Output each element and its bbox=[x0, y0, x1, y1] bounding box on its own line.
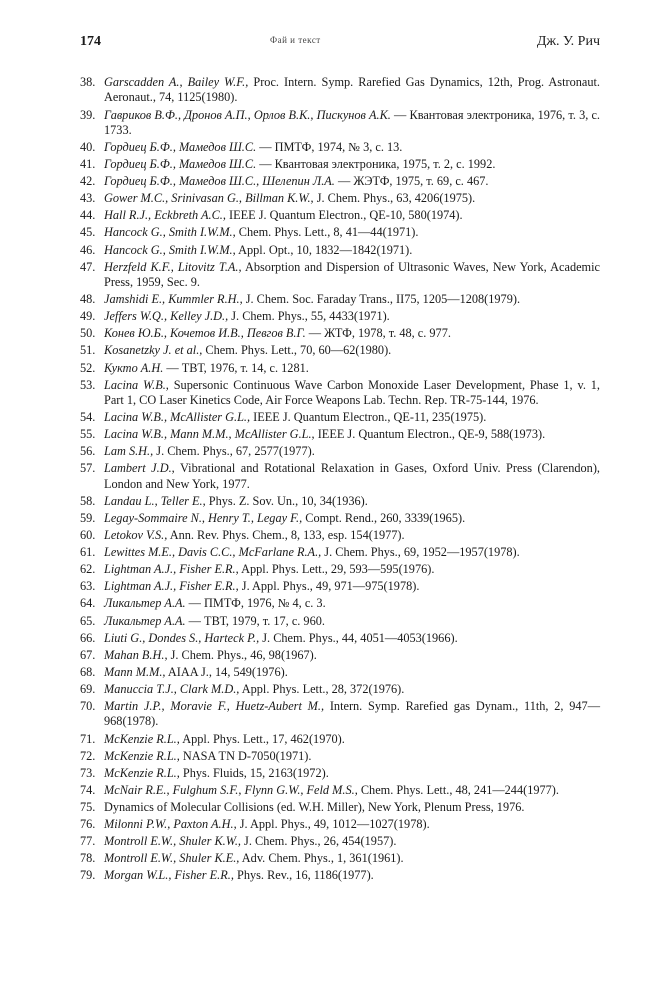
reference-item bbox=[80, 851, 600, 866]
reference-text: Appl. Phys. Lett., 29, 593—595(1976). bbox=[238, 562, 435, 577]
reference-item bbox=[80, 834, 600, 849]
reference-number: 51. bbox=[80, 343, 96, 358]
reference-authors: Garscadden A., Bailey W.F., bbox=[104, 75, 249, 89]
reference-item bbox=[80, 225, 600, 240]
reference-item bbox=[80, 410, 600, 425]
reference-authors: Martin J.P., Moravie F., Huetz-Aubert M., bbox=[104, 699, 325, 714]
reference-authors: Гордиец Б.Ф., Мамедов Ш.С., Шелепин Л.А. bbox=[104, 174, 335, 189]
reference-number: 48. bbox=[80, 292, 96, 307]
reference-item bbox=[80, 309, 600, 324]
reference-text: Absorption and Dispersion of Ultrasonic Waves, New York, Academic Press, 1959, Sec. 9. bbox=[104, 259, 600, 290]
reference-number: 59. bbox=[80, 511, 96, 525]
reference-text: Chem. Phys. Lett., 48, 241—244(1977). bbox=[357, 782, 559, 797]
reference-number: 63. bbox=[80, 579, 96, 594]
reference-number: 66. bbox=[80, 630, 96, 645]
reference-text: Phys. Fluids, 15, 2163(1972). bbox=[179, 765, 329, 780]
reference-text: Proc. Intern. Symp. Rarefied Gas Dynamics, 12th, Prog. Astronaut. Aeronaut., 74, 1125(1980). bbox=[104, 75, 600, 105]
reference-item bbox=[80, 260, 600, 291]
reference-authors: Liuti G., Dondes S., Harteck P., bbox=[104, 630, 260, 645]
reference-authors: Ликальтер А.А. bbox=[104, 613, 186, 628]
reference-text: Supersonic Continuous Wave Carbon Monoxide Laser Development, Phase 1, v. 1, Part 1, CO Laser Kinetics Code, Air Force Weapons Lab. Techn. Rep. TR-75-144, 1976. bbox=[104, 377, 600, 408]
reference-text: Ann. Rev. Phys. Chem., 8, 133, esp. 154(1977). bbox=[167, 528, 405, 543]
reference-authors: Конев Ю.Б., Кочетов И.В., Певгов В.Г. bbox=[104, 326, 306, 341]
reference-number: 50. bbox=[80, 326, 96, 341]
reference-number: 53. bbox=[80, 377, 96, 392]
reference-item bbox=[80, 614, 600, 629]
reference-text: Appl. Opt., 10, 1832—1842(1971). bbox=[235, 242, 413, 257]
reference-item bbox=[80, 157, 600, 172]
reference-item bbox=[80, 75, 600, 106]
reference-text: — ПМТФ, 1976, № 4, с. 3. bbox=[185, 596, 326, 611]
reference-item bbox=[80, 562, 600, 577]
page-number: 174 bbox=[80, 34, 101, 49]
reference-text: AIAA J., 14, 549(1976). bbox=[165, 664, 288, 679]
reference-text: J. Chem. Phys., 55, 4433(1971). bbox=[228, 309, 390, 324]
reference-authors: Kosanetzky J. et al., bbox=[104, 343, 203, 358]
reference-number: 55. bbox=[80, 427, 96, 442]
reference-text: Phys. Z. Sov. Un., 10, 34(1936). bbox=[205, 493, 368, 508]
reference-number: 46. bbox=[80, 242, 96, 257]
reference-number: 61. bbox=[80, 545, 96, 560]
reference-text: J. Chem. Phys., 26, 454(1957). bbox=[240, 834, 397, 849]
reference-number: 49. bbox=[80, 309, 96, 324]
reference-text: Vibrational and Rotational Relaxation in Gases, Oxford Univ. Press (Clarendon), London and New York, 1977. bbox=[104, 461, 600, 491]
reference-authors: Mahan B.H., bbox=[104, 647, 168, 662]
reference-item bbox=[80, 361, 600, 376]
reference-item bbox=[80, 783, 600, 798]
reference-number: 74. bbox=[80, 782, 96, 797]
reference-item bbox=[80, 817, 600, 832]
reference-number: 58. bbox=[80, 493, 96, 508]
reference-number: 43. bbox=[80, 191, 96, 206]
reference-text: Chem. Phys. Lett., 8, 41—44(1971). bbox=[235, 225, 419, 240]
reference-number: 76. bbox=[80, 817, 96, 831]
reference-text: J. Chem. Phys., 69, 1952—1957(1978). bbox=[321, 545, 520, 560]
reference-item bbox=[80, 174, 600, 189]
reference-text: J. Appl. Phys., 49, 1012—1027(1978). bbox=[236, 817, 430, 831]
reference-text: IEEE J. Quantum Electron., QE-10, 580(1974). bbox=[225, 208, 463, 223]
reference-authors: Lacina W.B., bbox=[104, 377, 169, 392]
reference-item bbox=[80, 682, 600, 697]
reference-list bbox=[80, 75, 600, 885]
reference-number: 71. bbox=[80, 731, 96, 746]
reference-authors: Hall R.J., Eckbreth A.C., bbox=[104, 208, 226, 223]
reference-authors: Lacina W.B., McAllister G.L., bbox=[104, 410, 251, 425]
reference-item bbox=[80, 511, 600, 526]
reference-item bbox=[80, 292, 600, 307]
reference-authors: Гавриков В.Ф., Дронов А.П., Орлов В.К., Пискунов А.К. bbox=[104, 107, 391, 122]
reference-text: J. Chem. Phys., 46, 98(1967). bbox=[167, 647, 317, 662]
reference-item bbox=[80, 665, 600, 680]
reference-number: 79. bbox=[80, 868, 96, 883]
reference-item bbox=[80, 208, 600, 223]
reference-authors: Morgan W.L., Fisher E.R., bbox=[104, 868, 234, 883]
reference-item bbox=[80, 699, 600, 730]
reference-text: Chem. Phys. Lett., 70, 60—62(1980). bbox=[202, 343, 392, 358]
reference-number: 68. bbox=[80, 664, 96, 679]
reference-text: J. Appl. Phys., 49, 971—975(1978). bbox=[238, 579, 420, 594]
reference-authors: McKenzie R.L., bbox=[104, 748, 180, 763]
reference-authors: Montroll E.W., Shuler K.W., bbox=[104, 834, 241, 849]
reference-authors: Гордиец Б.Ф., Мамедов Ш.С. bbox=[104, 157, 257, 172]
reference-text: — Квантовая электроника, 1975, т. 2, с. 1992. bbox=[256, 157, 496, 172]
reference-item bbox=[80, 444, 600, 459]
page-header bbox=[80, 34, 600, 54]
reference-number: 78. bbox=[80, 851, 96, 866]
reference-authors: Lightman A.J., Fisher E.R., bbox=[104, 562, 239, 577]
reference-number: 45. bbox=[80, 225, 96, 240]
reference-text: — ЖТФ, 1978, т. 48, с. 977. bbox=[305, 326, 451, 341]
reference-item bbox=[80, 140, 600, 155]
reference-number: 47. bbox=[80, 259, 96, 274]
reference-authors: Lightman A.J., Fisher E.R., bbox=[104, 579, 239, 594]
reference-authors: Lewittes M.E., Davis C.C., McFarlane R.A., bbox=[104, 545, 322, 560]
reference-number: 75. bbox=[80, 799, 96, 814]
reference-text: J. Chem. Phys., 67, 2577(1977). bbox=[153, 444, 315, 459]
reference-authors: Milonni P.W., Paxton A.H., bbox=[104, 817, 237, 831]
reference-item bbox=[80, 108, 600, 139]
reference-item bbox=[80, 343, 600, 358]
reference-number: 44. bbox=[80, 208, 96, 223]
reference-text: — ТВТ, 1979, т. 17, с. 960. bbox=[185, 613, 325, 628]
reference-text: Dynamics of Molecular Collisions (ed. W.H. Miller), New York, Plenum Press, 1976. bbox=[104, 799, 525, 814]
reference-item bbox=[80, 648, 600, 663]
reference-text: Intern. Symp. Rarefied gas Dynam., 11th, 2, 947—968(1978). bbox=[104, 699, 601, 729]
reference-authors: Lacina W.B., Mann M.M., McAllister G.L., bbox=[104, 427, 315, 442]
reference-item bbox=[80, 766, 600, 781]
reference-authors: Herzfeld K.F., Litovitz T.A., bbox=[104, 259, 242, 274]
reference-item bbox=[80, 749, 600, 764]
reference-authors: Legay-Sommaire N., Henry T., Legay F., bbox=[104, 511, 303, 525]
reference-item bbox=[80, 461, 600, 492]
reference-number: 42. bbox=[80, 174, 96, 189]
reference-authors: Гордиец Б.Ф., Мамедов Ш.С. bbox=[104, 140, 257, 154]
reference-number: 41. bbox=[80, 157, 96, 172]
reference-number: 52. bbox=[80, 360, 96, 375]
reference-number: 38. bbox=[80, 75, 96, 89]
reference-text: Phys. Rev., 16, 1186(1977). bbox=[233, 868, 374, 883]
reference-number: 56. bbox=[80, 444, 96, 459]
reference-item bbox=[80, 579, 600, 594]
reference-item bbox=[80, 494, 600, 509]
reference-number: 39. bbox=[80, 107, 96, 122]
reference-number: 57. bbox=[80, 461, 96, 476]
reference-text: — ЖЭТФ, 1975, т. 69, с. 467. bbox=[334, 174, 489, 189]
reference-text: NASA TN D-7050(1971). bbox=[179, 748, 312, 763]
reference-item bbox=[80, 528, 600, 543]
reference-number: 67. bbox=[80, 647, 96, 662]
reference-text: J. Chem. Phys., 44, 4051—4053(1966). bbox=[259, 630, 458, 645]
reference-text: — ТВТ, 1976, т. 14, с. 1281. bbox=[163, 360, 309, 375]
reference-text: IEEE J. Quantum Electron., QE-11, 235(1975). bbox=[250, 410, 487, 425]
reference-item bbox=[80, 191, 600, 206]
reference-text: — Квантовая электроника, 1976, т. 3, с. 1733. bbox=[104, 107, 600, 137]
reference-authors: Jeffers W.Q., Kelley J.D., bbox=[104, 309, 229, 324]
reference-authors: Ликальтер А.А. bbox=[104, 596, 186, 611]
reference-item bbox=[80, 868, 600, 883]
reference-text: Compt. Rend., 260, 3339(1965). bbox=[302, 511, 466, 525]
reference-item bbox=[80, 631, 600, 646]
reference-item bbox=[80, 545, 600, 560]
reference-number: 64. bbox=[80, 596, 96, 611]
reference-item bbox=[80, 732, 600, 747]
reference-text: Adv. Chem. Phys., 1, 361(1961). bbox=[239, 851, 404, 866]
reference-item bbox=[80, 800, 600, 815]
reference-authors: Hancock G., Smith I.W.M., bbox=[104, 242, 236, 257]
running-title: Фай и текст bbox=[270, 35, 321, 45]
reference-authors: Letokov V.S., bbox=[104, 528, 168, 543]
reference-authors: McKenzie R.L., bbox=[104, 765, 180, 780]
reference-number: 69. bbox=[80, 681, 96, 696]
reference-text: Appl. Phys. Lett., 28, 372(1976). bbox=[239, 681, 405, 696]
reference-authors: Landau L., Teller E., bbox=[104, 493, 206, 508]
reference-text: J. Chem. Phys., 63, 4206(1975). bbox=[313, 191, 476, 206]
reference-number: 70. bbox=[80, 699, 96, 714]
reference-authors: Кукто А.Н. bbox=[104, 360, 164, 375]
reference-text: Appl. Phys. Lett., 17, 462(1970). bbox=[179, 731, 345, 746]
reference-item bbox=[80, 596, 600, 611]
reference-item bbox=[80, 243, 600, 258]
reference-number: 73. bbox=[80, 765, 96, 780]
reference-authors: Lam S.H., bbox=[104, 444, 154, 459]
reference-text: — ПМТФ, 1974, № 3, с. 13. bbox=[256, 140, 403, 154]
reference-authors: McKenzie R.L., bbox=[104, 731, 180, 746]
reference-authors: Lambert J.D., bbox=[104, 461, 175, 476]
reference-number: 72. bbox=[80, 748, 96, 763]
reference-authors: Gower M.C., Srinivasan G., Billman K.W., bbox=[104, 191, 314, 206]
reference-authors: Hancock G., Smith I.W.M., bbox=[104, 225, 236, 240]
reference-number: 77. bbox=[80, 834, 96, 849]
reference-item bbox=[80, 326, 600, 341]
reference-authors: McNair R.E., Fulghum S.F., Flynn G.W., Feld M.S., bbox=[104, 782, 358, 797]
reference-number: 60. bbox=[80, 528, 96, 543]
reference-number: 40. bbox=[80, 140, 96, 154]
reference-text: IEEE J. Quantum Electron., QE-9, 588(1973). bbox=[314, 427, 546, 442]
reference-authors: Jamshidi E., Kummler R.H., bbox=[104, 292, 243, 307]
reference-authors: Montroll E.W., Shuler K.E., bbox=[104, 851, 240, 866]
reference-authors: Manuccia T.J., Clark M.D., bbox=[104, 681, 240, 696]
reference-text: J. Chem. Soc. Faraday Trans., II75, 1205—1208(1979). bbox=[242, 292, 521, 307]
reference-number: 54. bbox=[80, 410, 96, 425]
reference-item bbox=[80, 427, 600, 442]
reference-authors: Mann M.M., bbox=[104, 664, 166, 679]
running-author: Дж. У. Рич bbox=[536, 34, 600, 49]
reference-number: 62. bbox=[80, 562, 96, 577]
reference-number: 65. bbox=[80, 613, 96, 628]
reference-item bbox=[80, 378, 600, 409]
